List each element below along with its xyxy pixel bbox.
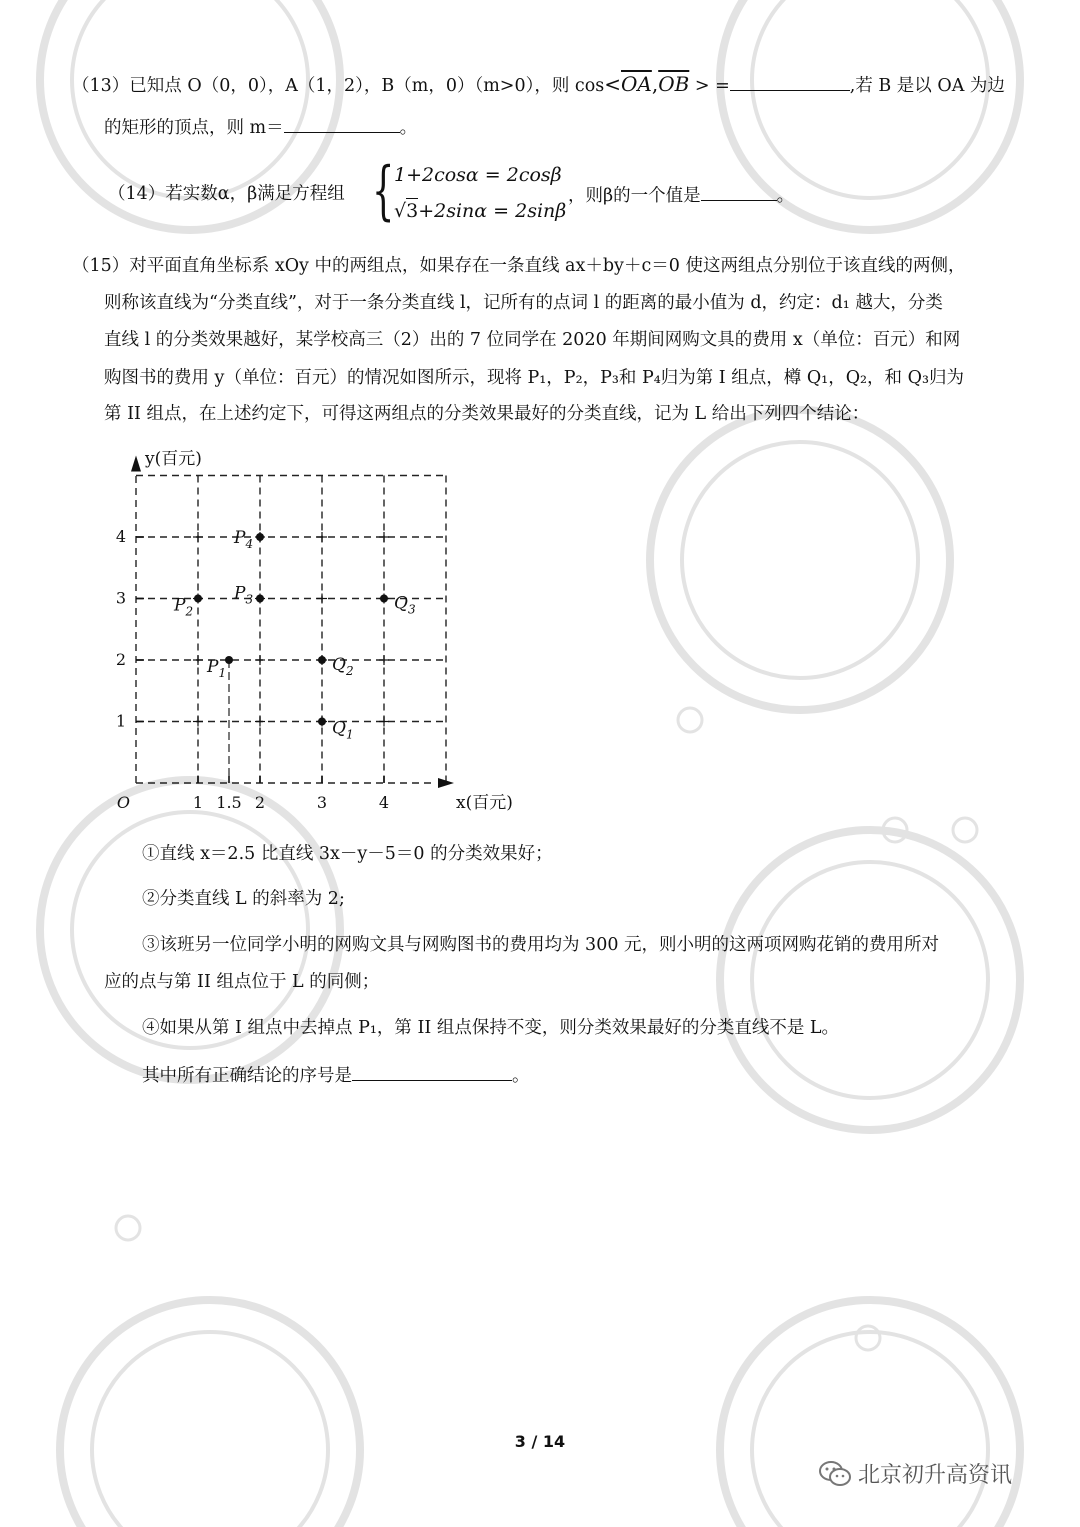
point-label-q1: $Q_1$	[332, 718, 354, 742]
watermark-ring-inner	[682, 442, 918, 678]
y-tick-label: 2	[115, 650, 126, 669]
y-tick-label: 1	[115, 711, 126, 731]
footer-brand	[818, 1458, 1012, 1489]
q13-points: O（0，0），A（1，2），B（m，0）（m>0），则 cos	[187, 76, 605, 96]
scatter-chart	[100, 440, 560, 820]
q13-vec-oa: $\overline{OA}$	[621, 72, 652, 96]
watermark-dot	[953, 818, 977, 842]
point-label-p2: $P_2$	[174, 595, 194, 619]
watermark-ring-inner	[752, 0, 988, 198]
y-axis-title: y(百元)	[145, 449, 202, 469]
watermark-dot	[678, 708, 702, 732]
q14-eq1: 1+2cosα = 2cosβ	[394, 164, 562, 186]
watermark-ring-inner	[752, 862, 988, 1098]
chart-axes	[131, 456, 454, 789]
point-p2	[194, 595, 202, 603]
watermark-ring-inner	[752, 1332, 988, 1527]
point-label-p3: $P_3$	[234, 583, 254, 607]
point-p4	[256, 533, 264, 541]
point-p3	[256, 595, 264, 603]
watermark-ring	[720, 1300, 1020, 1527]
q14-blank[interactable]	[701, 182, 777, 201]
conclusion-1: ①直线 x＝2.5 比直线 3x－y－5＝0 的分类效果好；	[142, 844, 553, 864]
page-number: 3 / 14	[514, 1432, 566, 1451]
watermark-ring	[720, 830, 1020, 1130]
watermark-ring	[60, 1300, 360, 1527]
q15-line-3: 购图书的费用 y（单位：百元）的情况如图所示，现将 P₁，P₂，P₃和 P₄归为第 I 组点，樽 Q₁，Q₂，和 Q₃归为	[104, 368, 964, 388]
conclusion-4: ④如果从第 I 组点中去掉点 P₁，第 II 组点保持不变，则分类效果最好的分类直线不是 L。	[142, 1018, 840, 1038]
point-q2	[318, 656, 326, 664]
watermark-ring-inner	[92, 1332, 328, 1527]
watermark-dot	[116, 1216, 140, 1240]
q14-suffix: ，则β的一个值是	[568, 186, 701, 206]
origin-label: O	[116, 793, 130, 812]
q14-suffix-line	[568, 182, 794, 207]
q13-blank-1[interactable]	[730, 72, 850, 91]
conclusion-2: ②分类直线 L 的斜率为 2;	[142, 889, 345, 909]
q13-line2-text: 的矩形的顶点，则 m＝	[104, 118, 284, 138]
q13-prefix: （13）已知点	[72, 76, 188, 96]
q15-final	[142, 1062, 530, 1088]
point-label-p4: $P_4$	[234, 528, 254, 551]
point-p1	[225, 656, 233, 664]
point-label-q2: $Q_2$	[332, 655, 354, 678]
q13-cond: ,若 B 是以 OA 为边	[849, 76, 1005, 96]
watermark-ring-inner	[72, 0, 308, 198]
q15-final-text: 其中所有正确结论的序号是	[142, 1066, 352, 1086]
q14-prefix: （14）若实数α，β满足方程组	[108, 184, 345, 204]
q15-line-4: 第 II 组点，在上述约定下，可得这两组点的分类效果最好的分类直线，记为 L 给出下列四个结论：	[104, 404, 870, 424]
chart-labels	[116, 449, 513, 813]
chart-grid	[136, 476, 446, 784]
q14-brace: {	[372, 154, 395, 228]
q13-vec-ob: $\overline{OB}$	[658, 72, 690, 96]
q15-line-0: （15）对平面直角坐标系 xOy 中的两组点，如果存在一条直线 ax＋by＋c＝0 使这两组点分别位于该直线的两侧，	[72, 256, 966, 276]
point-q3	[380, 595, 388, 603]
q15-final-end: 。	[512, 1066, 530, 1086]
y-axis-arrow	[131, 456, 141, 472]
q13-blank-2[interactable]	[284, 114, 400, 133]
point-label-p1: $P_1$	[207, 657, 227, 680]
point-label-q3: $Q_3$	[394, 593, 416, 617]
q14-eq2: √3+2sinα = 2sinβ	[394, 200, 567, 222]
q15-line-2: 直线 l 的分类效果越好，某学校高三（2）出的 7 位同学在 2020 年期间网购文具的费用 x（单位：百元）和网	[104, 330, 961, 350]
q13-line2	[104, 114, 417, 140]
y-tick-label: 3	[115, 588, 126, 608]
q15-line-1: 则称该直线为“分类直线”，对于一条分类直线 l，记所有的点词 l 的距离的最小值为 d，约定：d₁ 越大，分类	[104, 293, 943, 313]
x-tick-label: 1	[192, 793, 204, 812]
watermark-dot	[856, 1326, 880, 1350]
chart-points	[194, 533, 388, 726]
x-tick-label: 2	[254, 793, 266, 812]
watermark-ring	[650, 410, 950, 710]
q14-eq2-radicand: 3	[406, 200, 419, 222]
y-tick-label: 4	[115, 527, 126, 546]
q14-eq2-rest: +2sinα = 2sinβ	[418, 200, 567, 222]
x-tick-label: 4	[378, 793, 390, 812]
footer-brand-text: 北京初升高资讯	[858, 1463, 1013, 1488]
q13-eq: > =	[689, 76, 730, 96]
conclusion-3: ③该班另一位同学小明的网购文具与网购图书的费用均为 300 元，则小明的这两项网购花销的费用所对	[142, 935, 940, 955]
q13-line1: （13）已知点 O（0，0），A（1，2），B（m，0）（m>0），则 $\cos<\overline{OA},\overline{OB}$ > = ,若 B 是以 OA 为边	[72, 72, 1005, 96]
x-axis-title: x(百元)	[456, 793, 513, 813]
x-tick-label: 1.5	[216, 793, 242, 812]
q14-end: 。	[776, 186, 795, 206]
conclusion-3-cont: 应的点与第 II 组点位于 L 的同侧；	[104, 972, 380, 992]
x-tick-label: 3	[316, 793, 328, 812]
q15-blank[interactable]	[352, 1062, 512, 1081]
wechat-icon	[818, 1460, 852, 1488]
q13-line2-end: 。	[399, 118, 418, 138]
point-q1	[318, 718, 326, 726]
watermark-dot	[883, 818, 907, 842]
